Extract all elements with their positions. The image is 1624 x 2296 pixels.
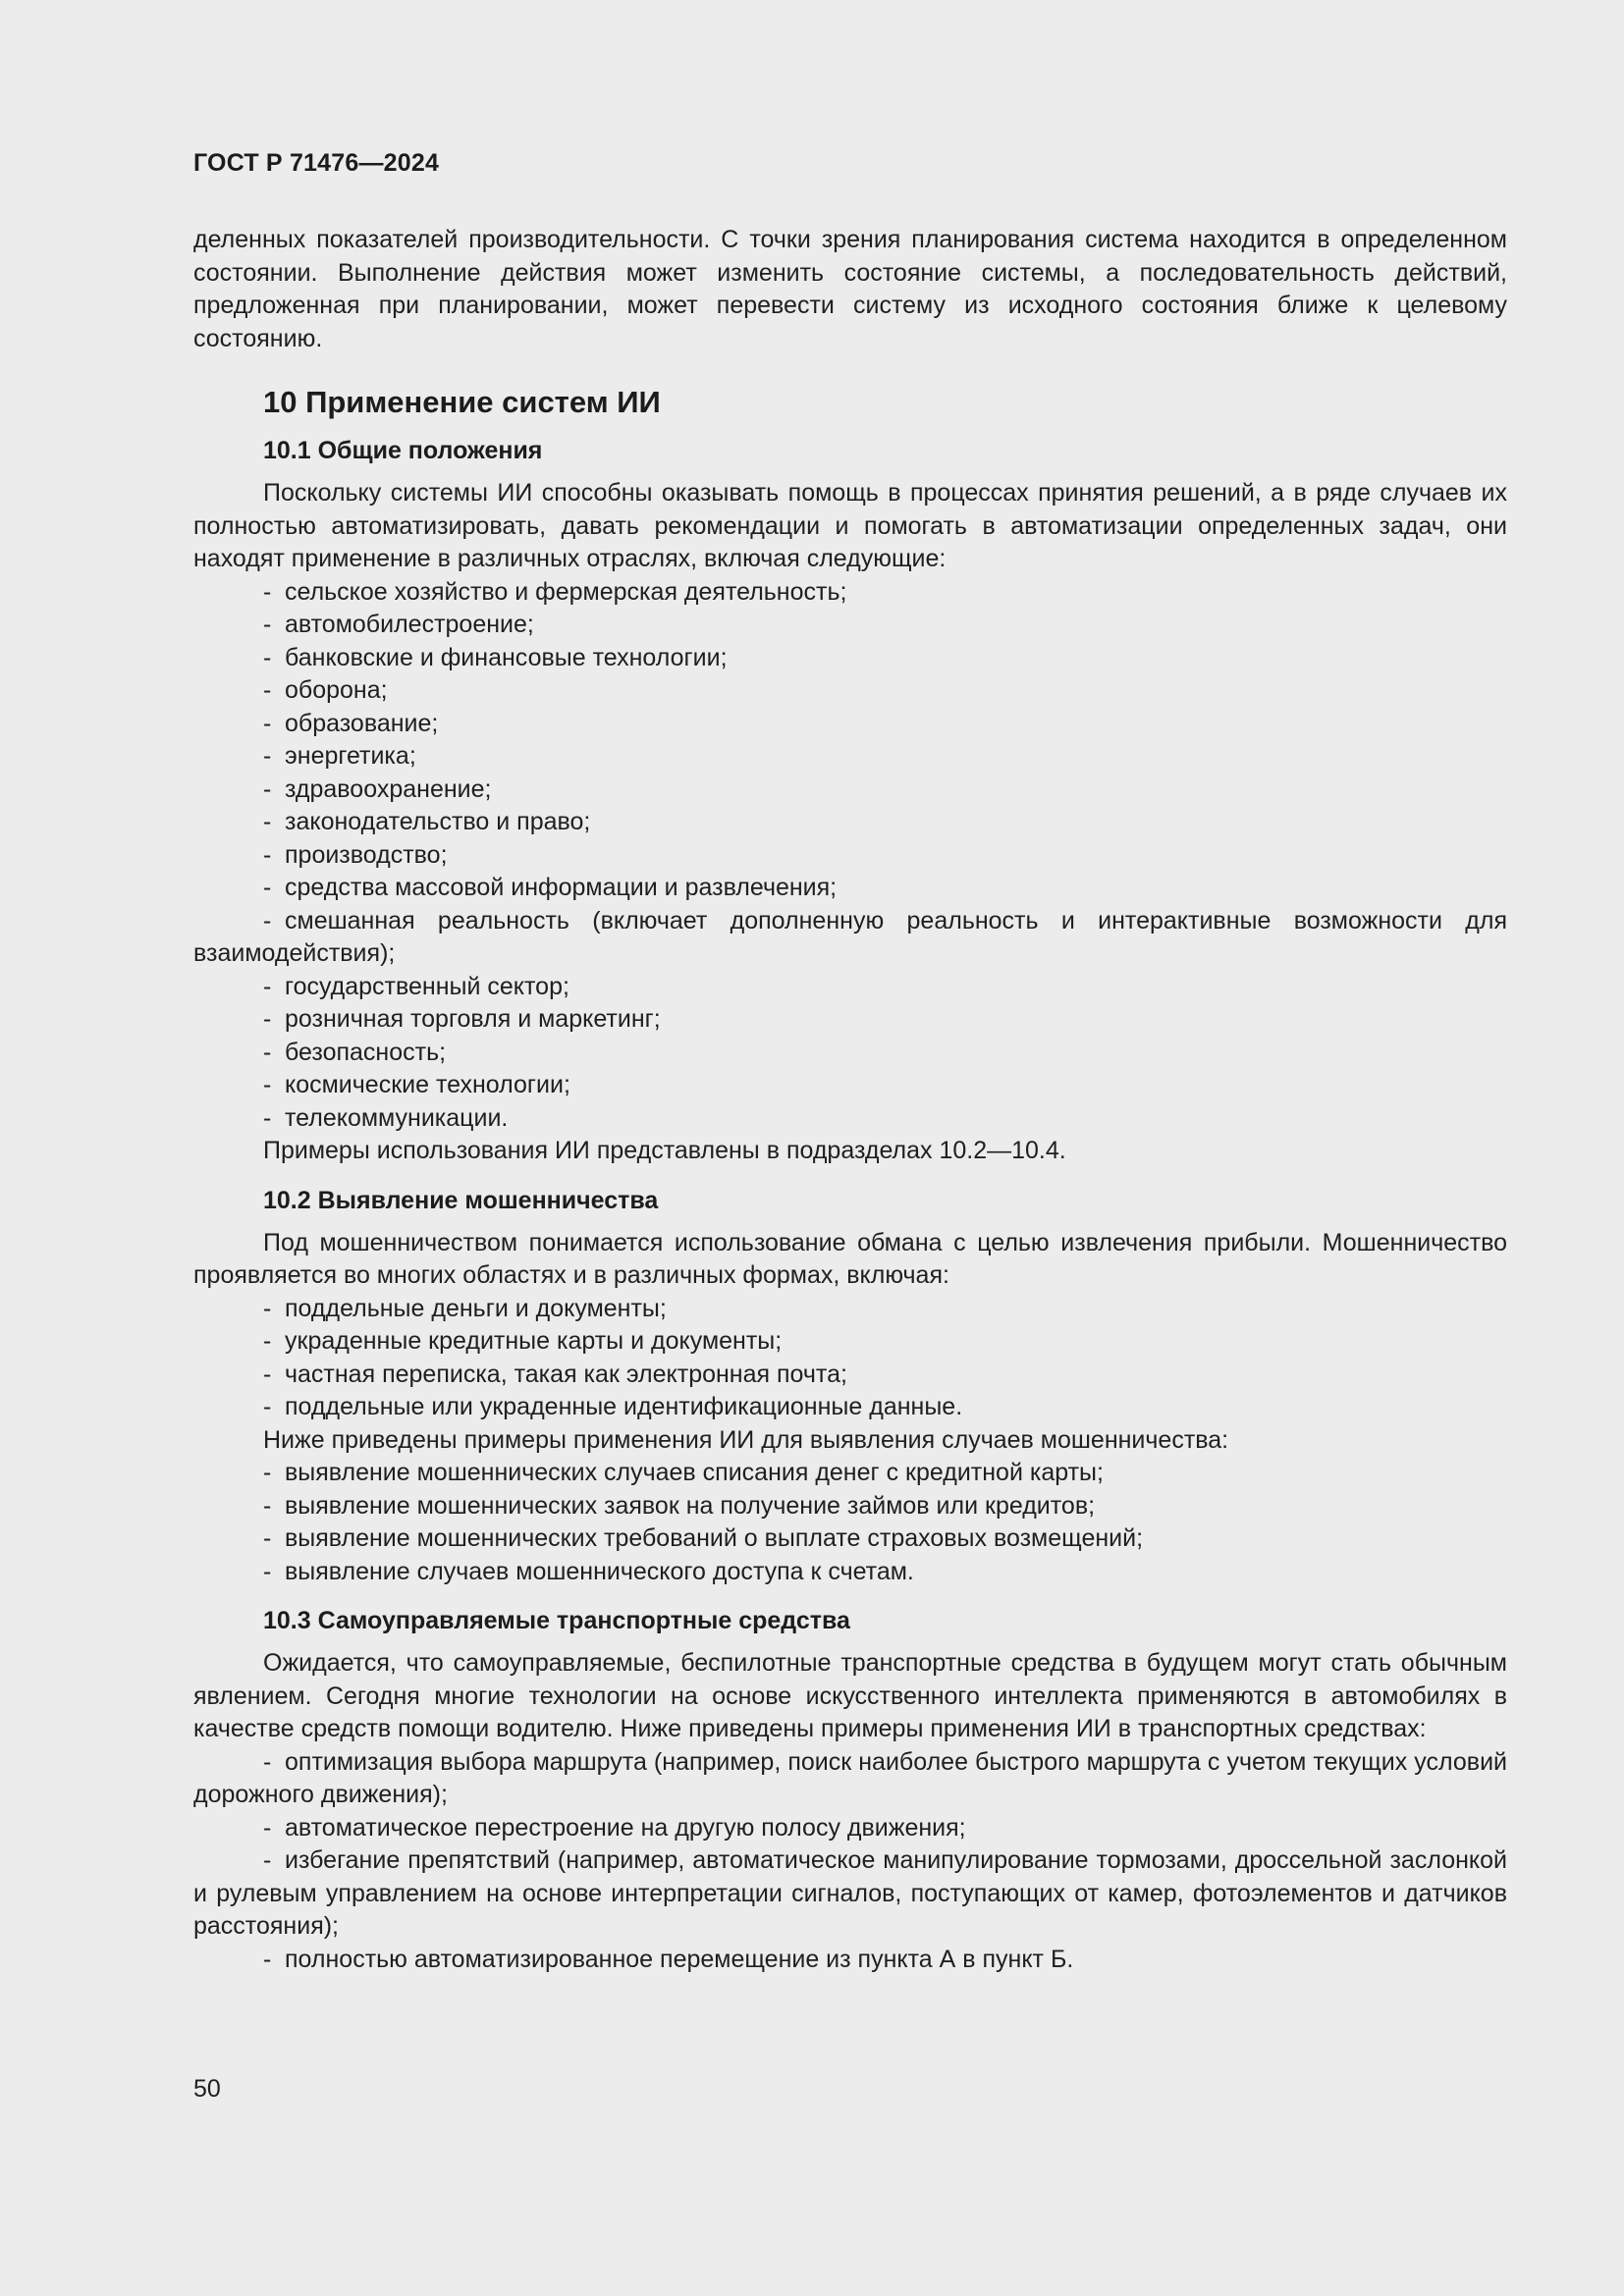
- list-dash: -: [263, 874, 272, 901]
- list-item: - смешанная реальность (включает дополненную реальность и интерактивные возможности для взаимодействия);: [193, 906, 1507, 967]
- list-dash: -: [263, 840, 272, 869]
- list-item: - частная переписка, такая как электронная почта;: [193, 1359, 1507, 1392]
- list-dash: -: [263, 1813, 272, 1842]
- list-item: - здравоохранение;: [193, 774, 1507, 807]
- list-dash: -: [263, 1327, 272, 1355]
- subsection-10-2-heading: 10.2 Выявление мошенничества: [263, 1186, 659, 1214]
- list-dash: -: [263, 1103, 272, 1132]
- list-item: - телекоммуникации.: [193, 1102, 1507, 1136]
- list-item: - производство;: [193, 839, 1507, 873]
- fraud-detection-list: [193, 1457, 1507, 1588]
- subsection-10-1-paragraph: Поскольку системы ИИ способны оказывать помощь в процессах принятия решений, а в ряде случаев их полностью автоматизировать, давать рекомендации и помогать в автоматизации определенных задач, они находят применение в различных отраслях, включая следующие:: [193, 479, 1507, 572]
- list-dash: -: [263, 774, 272, 803]
- list-item: - средства массовой информации и развлечения;: [193, 872, 1507, 905]
- list-dash: -: [263, 1071, 272, 1098]
- list-item: - выявление мошеннических случаев списания денег с кредитной карты;: [193, 1457, 1507, 1490]
- list-item: - поддельные деньги и документы;: [193, 1293, 1507, 1326]
- subsection-10-3-paragraph: Ожидается, что самоуправляемые, беспилотные транспортные средства в будущем могут стать обычным явлением. Сегодня многие технологии на основе искусственного интеллекта применяются в автомобилях в качестве средств помощи водителю. Ниже приведены примеры применения ИИ в транспортных средствах:: [193, 1649, 1507, 1742]
- list-dash: -: [263, 1557, 272, 1585]
- list-item: - сельское хозяйство и фермерская деятельность;: [193, 576, 1507, 610]
- subsection-10-2-paragraph-2: Ниже приведены примеры применения ИИ для выявления случаев мошенничества:: [263, 1425, 1229, 1454]
- list-dash: -: [263, 577, 272, 606]
- list-item: - автомобилестроение;: [193, 609, 1507, 642]
- list-dash: -: [263, 1393, 272, 1420]
- page-number: 50: [193, 2075, 221, 2103]
- list-item: - украденные кредитные карты и документы;: [193, 1325, 1507, 1359]
- subsection-10-1-closing: Примеры использования ИИ представлены в подразделах 10.2—10.4.: [263, 1137, 1066, 1164]
- list-item: - законодательство и право;: [193, 806, 1507, 839]
- list-item: - космические технологии;: [193, 1069, 1507, 1102]
- list-item: - полностью автоматизированное перемещение из пункта А в пункт Б.: [193, 1944, 1507, 1977]
- list-dash: -: [263, 906, 272, 934]
- list-dash: -: [263, 1459, 272, 1486]
- subsection-10-2-paragraph: Под мошенничеством понимается использование обмана с целью извлечения прибыли. Мошенничество проявляется во многих областях и в различных формах, включая:: [193, 1228, 1507, 1289]
- list-item: - автоматическое перестроение на другую полосу движения;: [193, 1812, 1507, 1845]
- list-dash: -: [263, 611, 272, 638]
- list-item: - поддельные или украденные идентификационные данные.: [193, 1391, 1507, 1424]
- list-dash: -: [263, 1524, 272, 1552]
- list-item: - банковские и финансовые технологии;: [193, 642, 1507, 675]
- list-item: - оборона;: [193, 674, 1507, 708]
- list-dash: -: [263, 709, 272, 737]
- fraud-forms-list: [193, 1293, 1507, 1424]
- list-item: - выявление мошеннических заявок на получение займов или кредитов;: [193, 1490, 1507, 1523]
- section-10-heading: 10 Применение систем ИИ: [263, 385, 661, 419]
- list-dash: -: [263, 1747, 272, 1776]
- list-dash: -: [263, 808, 272, 835]
- list-dash: -: [263, 972, 272, 1000]
- list-item: - избегание препятствий (например, автоматическое манипулирование тормозами, дроссельной заслонкой и рулевым управлением на основе интерпретации сигналов, поступающих от камер, фотоэлементов и датчиков расстояния);: [193, 1846, 1507, 1940]
- list-dash: -: [263, 1846, 272, 1874]
- list-item: - образование;: [193, 708, 1507, 741]
- list-item: - государственный сектор;: [193, 971, 1507, 1004]
- list-dash: -: [263, 1360, 272, 1388]
- subsection-10-3-heading: 10.3 Самоуправляемые транспортные средства: [263, 1607, 850, 1634]
- list-dash: -: [263, 643, 272, 671]
- list-item: - оптимизация выбора маршрута (например, поиск наиболее быстрого маршрута с учетом текущих условий дорожного движения);: [193, 1747, 1507, 1808]
- document-code: ГОСТ Р 71476—2024: [193, 149, 440, 177]
- list-dash: -: [263, 1294, 272, 1322]
- list-dash: -: [263, 1038, 272, 1066]
- list-item: - энергетика;: [193, 740, 1507, 774]
- list-dash: -: [263, 1945, 272, 1973]
- page-content: [193, 224, 1507, 1976]
- industries-list: [193, 576, 1507, 1136]
- list-dash: -: [263, 1005, 272, 1033]
- subsection-10-1-heading: 10.1 Общие положения: [263, 437, 543, 464]
- list-item: - розничная торговля и маркетинг;: [193, 1003, 1507, 1037]
- intro-paragraph: деленных показателей производительности. С точки зрения планирования система находится в определенном состоянии. Выполнение действия может изменить состояние системы, а последовательность действий, предложенная при планировании, может перевести систему из исходного состояния ближе к целевому состоянию.: [193, 226, 1507, 352]
- list-dash: -: [263, 742, 272, 770]
- list-item: - выявление мошеннических требований о выплате страховых возмещений;: [193, 1522, 1507, 1556]
- list-dash: -: [263, 1491, 272, 1520]
- list-item: - безопасность;: [193, 1037, 1507, 1070]
- vehicle-ai-list: [193, 1746, 1507, 1977]
- list-dash: -: [263, 676, 272, 704]
- list-item: - выявление случаев мошеннического доступа к счетам.: [193, 1556, 1507, 1589]
